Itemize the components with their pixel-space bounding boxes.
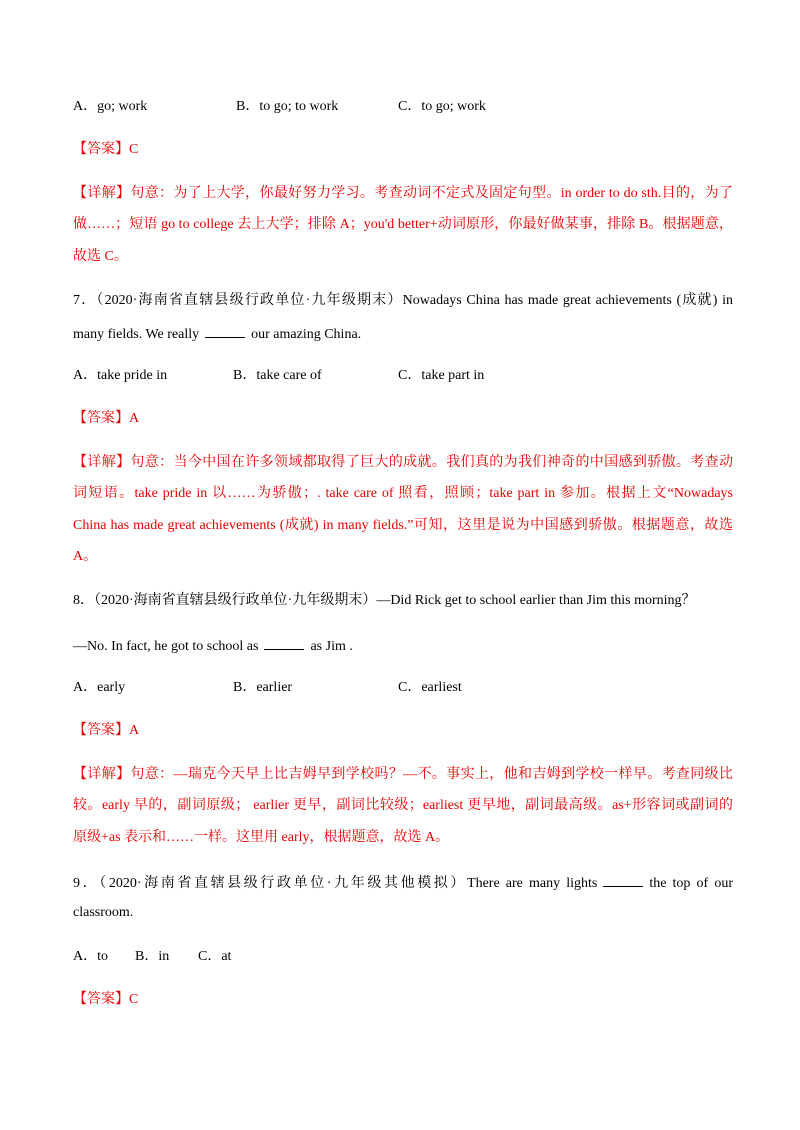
q9-stem-text: 9．（2020·海南省直辖县级行政单位·九年级其他模拟）There are many lights <box>73 876 598 891</box>
q6-option-c: C．to go; work <box>398 99 486 114</box>
q8-options <box>73 678 733 698</box>
q8-stem-text: —No. In fact, he got to school as <box>73 639 259 654</box>
q7-stem-text: many fields. We really <box>73 327 200 342</box>
q8-stem-text: as Jim . <box>310 639 353 654</box>
q6-detail-line: 做……；短语 go to college 去上大学；排除 A；you'd better+动词原形，你最好做某事，排除 B。根据题意， <box>73 217 733 232</box>
q6-detail-line: 故选 C。 <box>73 249 128 264</box>
q7-option-a: A．take pride in <box>73 368 168 383</box>
q7-stem-line-2 <box>73 323 361 345</box>
q6-detail-line: 【详解】句意：为了上大学，你最好努力学习。考查动词不定式及固定句型。in order to do sth.目的，为了 <box>73 186 733 201</box>
q7-stem-text: our amazing China. <box>251 327 362 342</box>
q9-answer: 【答案】C <box>73 992 139 1007</box>
q7-detail-line: China has made great achievements (成就) in many fields.”可知，这里是说为中国感到骄傲。根据题意，故选 <box>73 518 733 533</box>
q7-stem-line: 7．（2020·海南省直辖县级行政单位·九年级期末）Nowadays China has made great achievements (成就) in <box>73 293 733 308</box>
q8-option-a: A．early <box>73 680 126 695</box>
q8-stem-line-2 <box>73 635 353 657</box>
q6-option-b: B．to go; to work <box>236 99 339 114</box>
q6-options <box>73 97 733 117</box>
q7-option-b: B．take care of <box>233 368 322 383</box>
q8-answer: 【答案】A <box>73 723 140 738</box>
q9-blank <box>603 872 643 887</box>
q8-blank <box>264 635 304 650</box>
q9-option-c: C．at <box>198 949 232 964</box>
q6-answer: 【答案】C <box>73 142 139 157</box>
q9-stem-line-2: classroom. <box>73 905 134 920</box>
q8-detail-line: 原级+as 表示和……一样。这里用 early，根据题意，故选 A。 <box>73 830 450 845</box>
q7-blank <box>205 323 245 338</box>
q8-stem-line: 8．（2020·海南省直辖县级行政单位·九年级期末）—Did Rick get to school earlier than Jim this morning？ <box>73 593 696 608</box>
q8-detail-line: 【详解】句意：—瑞克今天早上比吉姆早到学校吗？—不。事实上，他和吉姆到学校一样早。考查同级比 <box>73 767 733 782</box>
q8-option-b: B．earlier <box>233 680 293 695</box>
q9-option-b: B．in <box>135 949 170 964</box>
q9-stem-line-1 <box>73 872 733 894</box>
q7-options <box>73 366 733 386</box>
q7-detail-line: 词短语。take pride in 以……为骄傲；. take care of 照看，照顾；take part in 参加。根据上文“Nowadays <box>73 486 733 501</box>
q7-detail-line: A。 <box>73 549 98 564</box>
q9-stem-text: the top of our <box>649 876 733 891</box>
q8-option-c: C．earliest <box>398 680 462 695</box>
q7-detail-line: 【详解】句意：当今中国在许多领域都取得了巨大的成就。我们真的为我们神奇的中国感到骄傲。考查动 <box>73 455 733 470</box>
q7-answer: 【答案】A <box>73 411 140 426</box>
q6-option-a: A．go; work <box>73 99 148 114</box>
q7-option-c: C．take part in <box>398 368 485 383</box>
q9-options <box>73 947 733 967</box>
q8-detail-line: 较。early 早的，副词原级； earlier 更早，副词比较级；earliest 更早地，副词最高级。as+形容词或副词的 <box>73 798 733 813</box>
q9-option-a: A．to <box>73 949 108 964</box>
